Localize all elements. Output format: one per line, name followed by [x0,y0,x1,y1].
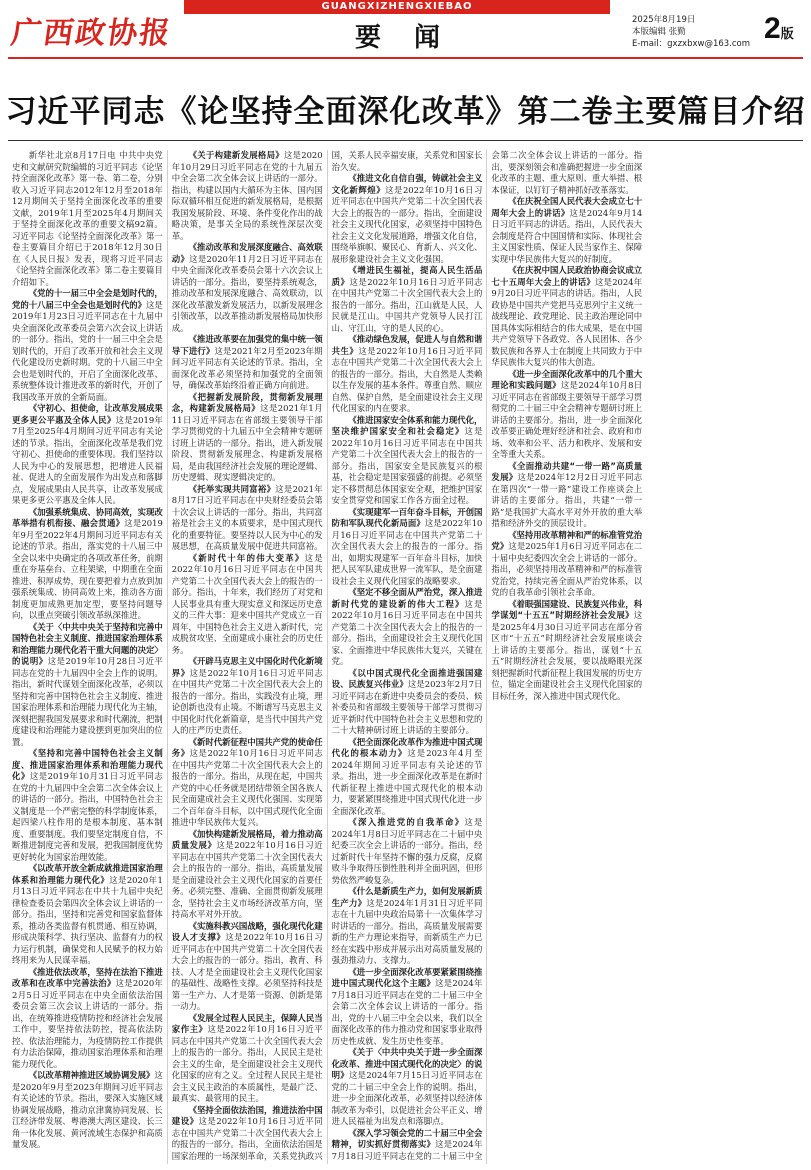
article-section [491,196,642,265]
section-text: 这是2022年10月16日习近平同志在中国共产党第二十次全国代表大会上的报告的一部分。指出，高质量发展是全面建设社会主义现代化国家的首要任务。必须完整、准确、全面贯彻新发展理念，坚持社会主义市场经济改革方向，坚持高水平对外开放。 [171,840,323,919]
section-text: 这是2019年10月28日习近平同志在党的十九届四中全会上作的说明。指出，新时代谋划全面深化改革，必须以坚持和完善中国特色社会主义制度、推进国家治理体系和治理能力现代化为主轴，深刻把握我国发展要求和时代潮流，把制度建设和治理能力建设摆到更加突出的位置。 [12,656,163,747]
section-heading: 《新时代十年的伟大变革》 [188,552,305,563]
article-section [172,242,323,334]
section-heading: 《进一步全面深化改革要紧紧围绕推进中国式现代化这个主题》 [331,966,483,988]
article-section [332,265,483,334]
section-text: 这是2019年7月至2025年4月期间习近平同志有关论述的节录。指出，全面深化改革是我们党守初心、担使命的重要体现。我们坚持以人民为中心的发展思想，把增进人民福祉、促进人的全面发展作为出发点和落脚点，发展成果由人民共享，让改革发展成果更多更公平惠及全体人民。 [12,414,163,505]
section-text: 这是2024年9月14日习近平同志的讲话。指出，人民代表大会制度是符合中国国情和实际、体现社会主义国家性质、保证人民当家作主、保障实现中华民族伟大复兴的好制度。 [491,207,643,264]
section-text: 这是2023年2月7日习近平同志在新进中央委员会的委员、候补委员和省部级主要领导干部学习贯彻习近平新时代中国特色社会主义思想和党的二十大精神研讨班上讲话的主要部分。 [331,679,483,735]
section-heading: 《推进改革要在加强党的集中统一领导下进行》 [171,334,323,356]
section-heading: 《以改革精神推进区域协调发展》 [28,1070,155,1080]
article-section [12,967,163,1071]
section-text: 这是2024年1月31日习近平同志在十九届中央政治局第十一次集体学习时讲话的一部分。指出，高质量发展需要新的生产力理论来指导，而新质生产力已经在实践中形成并展示出对高质量发展的强劲推动力、支撑力。 [331,897,483,965]
section-text: 这是2020年2月5日习近平同志在中央全面依法治国委员会第三次会议上讲话的一部分。指出，在统筹推进疫情防控和经济社会发展工作中，要坚持依法防控，提高依法防控、依法治理能力，为疫情防控工作提供有力法治保障，推动国家治理体系和治理能力现代化。 [12,978,163,1069]
section-heading: 《坚持和完善中国特色社会主义制度、推进国家治理体系和治理能力现代化》 [12,748,163,781]
article-section [12,288,163,403]
article-section [12,403,163,507]
article-section [491,461,642,530]
section-text: 这是2022年10月16日习近平同志在中国共产党第二十次全国代表大会上的报告的一部分。指出，十年来，我们经历了对党和人民事业具有重大现实意义和深远历史意义的三件大事：迎来中国共产党成立一百周年，中国特色社会主义进入新时代，完成脱贫攻坚、全面建成小康社会的历史任务。 [171,552,323,655]
section-text: 这是2023年4月至2024年期间习近平同志有关论述的节录。指出，进一步全面深化改革是在新时代新征程上推进中国式现代化的根本动力，要紧紧围绕推进中国式现代化进一步全面深化改革。 [331,748,483,816]
section-heading: 《推动改革和发展深度融合、高效联动》 [171,242,323,264]
section-text: 这是2024年12月2日习近平同志在第四次“一带一路”建设工作座谈会上讲话的主要部分。指出，共建“一带一路”是我国扩大高水平对外开放的重大举措和经济外交的顶层设计。 [491,472,643,528]
section-heading: 《关于〈中共中央关于坚持和完善中国特色社会主义制度、推进国家治理体系和治理能力现代化若干重大问题的决定〉的说明》 [12,621,163,666]
section-heading: 《开辟马克思主义中国化时代化新境界》 [171,656,323,678]
article-section [491,369,642,461]
article-section [332,587,483,668]
section-heading: 《深入推进党的自我革命》 [348,817,465,827]
section-text: 这是2025年1月6日习近平同志在二十届中央纪委四次全会上讲话的一部分。指出，必须坚持用改革精神和严的标准管党治党，持续完善全面从严治党体系，以党的自我革命引领社会革命。 [491,541,643,597]
section-text: 这是2019年10月31日习近平同志在党的十九届四中全会第二次全体会议上的讲话的一部分。指出，中国特色社会主义制度是一个严密完整的科学制度体系，起四梁八柱作用的是根本制度、基本制度、重要制度。我们要坚定制度自信，不断推进制度完善和发展，把我国制度优势更好转化为国家治理效能。 [12,771,163,862]
issue-date: 2025年8月19日 [632,15,696,25]
article-section [491,530,642,599]
section-heading: 《党的十一届三中全会是划时代的，党的十八届三中全会也是划时代的》 [12,288,163,310]
article-section [12,863,163,967]
article-section [12,1070,163,1151]
issue-editor: 本版编辑 张勤 [632,27,686,37]
article-section [172,150,323,242]
section-heading: 《进一步全面深化改革中的几个重大理论和实践问题》 [491,368,643,390]
page-number [764,12,794,46]
article-section [332,817,483,886]
page-number-suffix: 版 [780,27,794,42]
article-section [172,737,323,829]
article-body [12,150,802,1164]
section-text: 这是2019年1月23日习近平同志在十九届中央全面深化改革委员会第六次会议上讲话的一部分。指出，党的十一届三中全会是划时代的，开启了改革开放和社会主义现代化建设历史新时期。党的十八届三中全会也是划时代的，开启了全面深化改革、系统整体设计推进改革的新时代，开创了我国改革开放的全新局面。 [12,299,163,402]
section-text: 这是2022年10月16日习近平同志在中国共产党第二十次全国代表大会上的报告的一部分。指出，如期实现建军一百年奋斗目标，加快把人民军队建成世界一流军队，是全面建设社会主义现代化国家的战略要求。 [331,518,483,586]
section-text: 这是2025年4月30日习近平同志在部分省区市“十五五”时期经济社会发展座谈会上讲话的主要部分。指出，谋划“十五五”时期经济社会发展，要以战略眼光深刻把握新时代新征程上我国发展的历史方位，锚定全面建设社会主义现代化国家的目标任务，深入推进中国式现代化。 [491,610,643,701]
section-text: 这是2022年10月16日习近平同志在中国共产党第二十次全国代表大会上的报告的一部分。指出，国家安全是民族复兴的根基，社会稳定是国家强盛的前提。必须坚定不移贯彻总体国家安全观，把维护国家安全贯穿党和国家工作各方面全过程。 [331,426,483,505]
section-heading: 《把握新发展阶段，贯彻新发展理念，构建新发展格局》 [171,391,323,413]
section-heading: 《以中国式现代化全面推进强国建设、民族复兴伟业》 [331,667,483,689]
article-section [332,334,483,415]
section-heading: 《推进依法改革，坚持在法治下推进改革和在改革中完善法治》 [12,966,163,988]
section-text: 这是2024年7月18日习近平同志在党的二十届三中全会第二次全体会议上讲话的一部分。指出，要深刻领会和准确把握进一步全面深化改革的主题、重大原则、重大举措、根本保证，以钉钉子精神抓好改革落实。 [331,150,643,1161]
section-heading: 《增进民生福祉，提高人民生活品质》 [331,265,483,287]
article-section [491,265,642,369]
article-section [172,553,323,657]
section-heading: 《坚持用改革精神和严的标准管党治党》 [491,529,643,551]
article-section [12,748,163,863]
section-text: 这是2022年10月16日习近平同志在中国共产党第二十次全国代表大会上的报告的一部分。指出，教育、科技、人才是全面建设社会主义现代化国家的基础性、战略性支撑。必须坚持科技是第一生产力、人才是第一资源、创新是第一动力。 [171,932,323,1011]
section-heading: 《关于构建新发展格局》 [188,150,284,160]
section-heading: 《实现建军一百年奋斗目标，开创国防和军队现代化新局面》 [331,506,483,528]
section-heading: 《关于〈中共中央关于进一步全面深化改革、推进中国式现代化的决定〉的说明》 [331,1047,483,1080]
article-section [172,334,323,392]
section-text: 这是2022年10月16日习近平同志在中国共产党第二十次全国代表大会上的报告的一部分。指出，人民民主是社会主义的生命，是全面建设社会主义现代化国家的应有之义。全过程人民民主是社会主义民主政治的本质属性，是最广泛、最真实、最管用的民主。 [171,1024,323,1103]
issue-email: E-mail：gxzxbxw@163.com [632,39,751,49]
article-section [332,173,483,265]
section-heading: 《把全面深化改革作为推进中国式现代化的根本动力》 [331,736,483,758]
masthead [0,0,811,56]
page-number-digit: 2 [764,12,781,45]
section-text: 这是2022年10月16日习近平同志在中国共产党第二十次全国代表大会上的报告的一部分。指出，实践没有止境，理论创新也没有止境。不断谱写马克思主义中国化时代化新篇章，是当代中国共产党人的庄严历史责任。 [171,667,323,735]
article-section [332,507,483,588]
article-section [172,829,323,921]
article-section [332,668,483,737]
section-heading: 《坚定不移全面从严治党，深入推进新时代党的建设新的伟大工程》 [331,587,483,609]
pinyin-banner: GUANGXIZHENGXIEBAO [184,0,610,14]
section-heading: 《推进国家安全体系和能力现代化，坚决维护国家安全和社会稳定》 [331,414,483,436]
section-text: 这是2024年10月8日习近平同志在省部级主要领导干部学习贯彻党的二十届三中全会精神专题研讨班上讲话的主要部分。指出，进一步全面深化改革要正确处理好经济和社会、政府和市场、效率和公平、活力和秩序、发展和安全等重大关系。 [491,380,643,459]
section-text: 这是2019年9月至2022年4月期间习近平同志有关论述的节录。指出，落实党的十八届三中全会以来中央确定的各项改革任务，前期重在夯基垒台、立柱架梁，中期重在全面推进、积厚成势，现在要把着力点放到加强系统集成、协同高效上来，推动各方面制度更加成熟更加定型，要坚持问题导向，以重点突破引领改革纵深推进。 [12,518,163,620]
section-heading: 《加强系统集成、协同高效，实现改革举措有机衔接、融会贯通》 [12,506,163,528]
headline: 习近平同志《论坚持全面深化改革》第二卷主要篇目介绍 [5,94,806,130]
section-heading: 《在庆祝全国人民代表大会成立七十周年大会上的讲话》 [491,196,643,218]
section-heading: 《发展全过程人民民主，保障人民当家作主》 [171,1012,323,1034]
section-heading: 《推动绿色发展，促进人与自然和谐共生》 [331,334,483,356]
section-text: 这是2021年8月17日习近平同志在中央财经委员会第十次会议上讲话的一部分。指出，共同富裕是社会主义的本质要求，是中国式现代化的重要特征。要坚持以人民为中心的发展思想，在高质量发展中促进共同富裕。 [171,483,323,551]
article-section [12,622,163,749]
article-section [172,921,323,1013]
section-text: 这是2020年1月13日习近平同志在中共十九届中央纪律检查委员会第四次全体会议上讲话的一部分。指出，坚持和完善党和国家监督体系，推动各类监督有机贯通、相互协调，形成决策科学、执行坚决、监督有力的权力运行机制，确保党和人民赋予的权力始终用来为人民谋幸福。 [12,874,163,965]
article-section [172,656,323,737]
section-text: 这是2021年2月至2023年期间习近平同志有关论述的节录。指出，全面深化改革必须坚持和加强党的全面领导，确保改革始终沿着正确方向前进。 [171,345,323,390]
section-heading: 《加快构建新发展格局，着力推动高质量发展》 [171,828,323,850]
section-text: 这是2022年10月16日习近平同志在中国共产党第二十次全国代表大会上的报告的一部分。指出，从现在起，中国共产党的中心任务就是团结带领全国各族人民全面建成社会主义现代化强国、实现第二个百年奋斗目标，以中国式现代化全面推进中华民族伟大复兴。 [171,748,323,827]
section-heading: 《以改革开放全新成就推进国家治理体系和治理能力现代化》 [12,863,163,885]
section-heading: 《实施科教兴国战略，强化现代化建设人才支撑》 [171,920,323,942]
section-heading: 《全面推动共建“一带一路”高质量发展》 [491,460,643,482]
article-section [172,1013,323,1105]
article-intro: 新华社北京8月17日电 中共中央党史和文献研究院编辑的习近平同志《论坚持全面深化改革》第一卷、第二卷，分别收入习近平同志2012年12月至2018年12月期间关于坚持全面深化改革的重要文献，2019年1月至2025年4月期间关于坚持全面深化改革的重要文稿92篇。习近平同志《论坚持全面深化改革》第一卷主要篇目介绍已于2018年12月30日在《人民日报》发表，现将习近平同志《论坚持全面深化改革》第二卷主要篇目介绍如下。 [12,150,163,287]
section-title: 要 闻 [355,23,453,53]
article-section [12,507,163,622]
section-text: 这是2022年10月16日习近平同志在中国共产党第二十次全国代表大会上的报告的一部分。指出，全面建设社会主义现代化国家，必须坚持中国特色社会主义文化发展道路，增强文化自信，围绕举旗帜、聚民心、育新人、兴文化、展形象建设社会主义文化强国。 [331,184,483,264]
issue-meta [632,14,752,50]
section-heading: 《新时代新征程中国共产党的使命任务》 [171,736,323,758]
section-heading: 《在庆祝中国人民政治协商会议成立七十五周年大会上的讲话》 [491,265,643,287]
article-section [332,415,483,507]
article-section [491,599,642,703]
section-heading: 《坚持全面依法治国，推进法治中国建设》 [171,1104,323,1126]
section-text: 这是2020年9月至2023年期间习近平同志有关论述的节录。指出，要深入实施区域协调发展战略，推动京津冀协同发展、长江经济带发展、粤港澳大湾区建设、长三角一体化发展、黄河流域生态保护和高质量发展。 [12,1070,163,1149]
section-text: 这是2022年10月16日习近平同志在中国共产党第二十次全国代表大会上的报告的一部分。指出，全面建设社会主义现代化国家、全面推进中华民族伟大复兴，关键在党。 [331,598,483,666]
section-text: 这是2024年9月20日习近平同志的讲话。指出，人民政协是中国共产党把马克思列宁主义统一战线理论、政党理论、民主政治理论同中国具体实际相结合的伟大成果，是在中国共产党领导下各政党、各人民团体、各少数民族和各界人士在制度上共同致力于中华民族伟大复兴的伟大创造。 [491,276,643,367]
section-text: 这是2020年10月29日习近平同志在党的十九届五中全会第二次全体会议上讲话的一部分。指出，构建以国内大循环为主体、国内国际双循环相互促进的新发展格局，是根据我国发展阶段、环境、条件变化作出的战略决策，是事关全局的系统性深层次变革。 [171,150,323,241]
section-heading: 《托举实现共同富裕》 [188,483,276,494]
section-heading: 《什么是新质生产力，如何发展新质生产力》 [331,886,483,908]
section-text: 这是2024年7月18日习近平同志在党的二十届三中全会第二次全体会议上讲话的一部分。指出，党的十八届三中全会以来，我们以全面深化改革的伟力推动党和国家事业取得历史性成就、发生历史性变革。 [331,978,483,1046]
section-text: 这是2024年7月15日习近平同志在党的二十届三中全会上作的说明。指出，进一步全面深化改革，必须坚持以经济体制改革为牵引，以促进社会公平正义、增进人民福祉为出发点和落脚点。 [331,1070,483,1126]
section-heading: 《推进文化自信自强，铸就社会主义文化新辉煌》 [331,173,483,195]
section-heading: 《守初心、担使命，让改革发展成果更多更公平惠及全体人民》 [12,403,163,425]
headline-divider [8,140,803,141]
article-section [332,886,483,967]
section-heading: 《深入学习领会党的二十届三中全会精神，切实抓好贯彻落实》 [331,1127,483,1149]
article-section [332,1047,483,1128]
section-text: 这是2022年10月16日习近平同志在中国共产党第二十次全国代表大会上的报告的一部分。指出，江山就是人民，人民就是江山。中国共产党领导人民打江山、守江山，守的是人民的心。 [331,276,483,333]
masthead-divider [8,57,803,59]
article-section [332,967,483,1048]
article-section [172,484,323,553]
article-section [172,392,323,484]
section-text: 这是2022年10月16日习近平同志在中国共产党第二十次全国代表大会上的报告的一部分。指出，大自然是人类赖以生存发展的基本条件。尊重自然、顺应自然、保护自然，是全面建设社会主义现代化国家的内在要求。 [331,345,483,413]
section-text: 这是2021年1月11日习近平同志在省部级主要领导干部学习贯彻党的十九届五中全会精神专题研讨班上讲话的一部分。指出，进入新发展阶段、贯彻新发展理念、构建新发展格局，是由我国经济社会发展的理论逻辑、历史逻辑、现实逻辑决定的。 [171,403,323,482]
section-text: 这是2020年11月2日习近平同志在中央全面深化改革委员会第十六次会议上讲话的一部分。指出，要坚持系统观念，推动改革和发展深度融合、高效联动，以深化改革激发新发展活力，以新发展理念引领改革，以改革推动新发展格局加快形成。 [171,253,323,333]
section-heading: 《着眼强国建设、民族复兴伟业，科学谋划“十五五”时期经济社会发展》 [491,598,643,620]
article-section [332,737,483,818]
newspaper-logo: 广西政协报 [9,16,174,51]
section-text: 这是2022年10月16日习近平同志在中国共产党第二十次全国代表大会上的报告的一部分。指出，全面依法治国是国家治理的一场深刻革命，关系党执政兴国，关系人民幸福安康，关系党和国家长治久安。 [171,150,483,1161]
section-text: 这是2024年1月8日习近平同志在二十届中央纪委三次全会上讲话的一部分。指出，经过新时代十年坚持不懈的强力反腐，反腐败斗争取得压倒性胜利并全面巩固，但形势依然严峻复杂。 [331,817,483,885]
